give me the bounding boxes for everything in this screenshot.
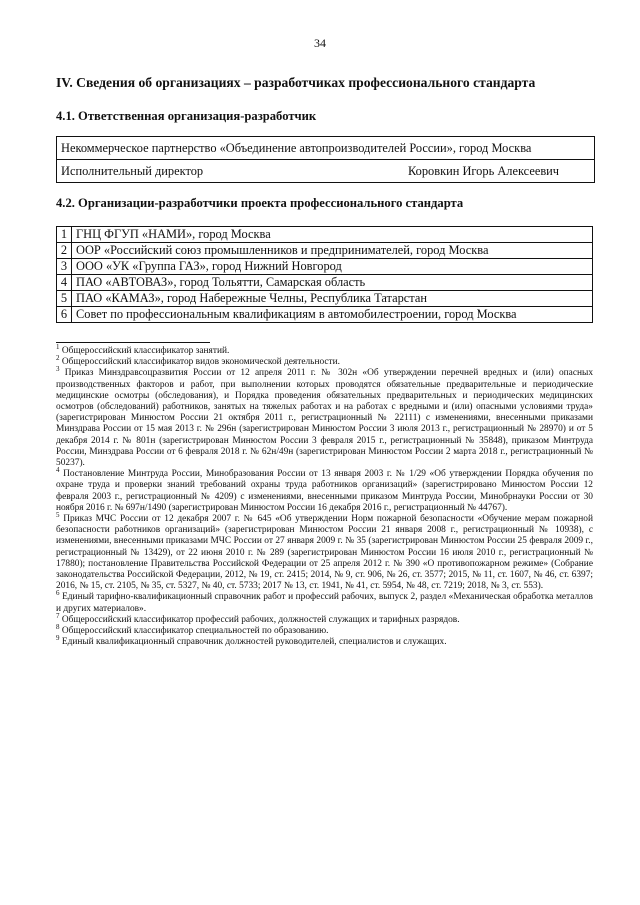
footnote [56,589,593,614]
row-number: 6 [57,307,72,323]
org-name: ООО «УК «Группа ГАЗ», город Нижний Новгород [72,259,593,275]
table-row [57,307,593,323]
footnote [56,342,593,357]
footnote-text: Постановление Минтруда России, Минобразования России от 13 января 2003 г. № 1/29 «Об утверждении Порядка обучения по охране труда и проверки знаний требований охраны труда работников организаций» (зарегистрировано Минюстом России 12 февраля 2003 г., регистрационный № 4209) с изменениями, внесенными приказом Минтруда России, Минобрнауки России от 30 ноября 2016 г. № 697н/1490 (зарегистрирован Минюстом России 16 декабря 2016 г., регистрационный № 44767). [56,469,594,513]
footnote [56,622,593,637]
row-number: 2 [57,243,72,259]
footnote [56,634,593,648]
row-number: 1 [57,227,72,243]
table-row [57,227,593,243]
footnote-marker: 4 [56,466,60,475]
responsible-org-name: Некоммерческое партнерство «Объединение автопроизводителей России», город Москва [61,141,532,155]
footnote-separator [56,342,210,343]
table-row [57,275,593,291]
footnote [56,466,594,514]
footnote-marker: 1 [56,342,60,351]
page-number: 34 [314,36,326,50]
footnote-text: Приказ Минздравсоцразвития России от 12 апреля 2011 г. № 302н «Об утверждении перечней вредных и (или) опасных производственных факторов и работ, при выполнении которых проводятся обязательные предварительные и периодические медицинские осмотры (обследования), и Порядка проведения обязательных предварительных и периодических медицинских осмотров (обследований) работников, занятых на тяжелых работах и на работах с вредными и (или) опасными условиями труда» (зарегистрирован Минюстом России 21 октября 2011 г., регистрационный № 22111) с изменениями, внесенными приказами Минздрава России от 15 мая 2013 г. № 296н (зарегистрирован Минюстом России 3 июля 2013 г., регистрационный № 28970) и от 5 декабря 2014 г. № 801н (зарегистрирован Минюстом России 3 февраля 2015 г., регистрационный № 35848), приказом Минтруда России, Минздрава России от 6 февраля 2018 г. № 62н/49н (зарегистрирован Минюстом России 2 марта 2018 г., регистрационный № 50237). [56,368,594,469]
footnote-marker: 8 [56,622,60,631]
row-number: 3 [57,259,72,275]
responsible-person-name: Коровкин Игорь Алексеевич [408,164,560,178]
footnote-text: Общероссийский классификатор специальностей по образованию. [61,626,329,637]
table-row [57,243,593,259]
footnote-text: Общероссийский классификатор профессий рабочих, должностей служащих и тарифных разрядов. [61,614,460,625]
footnote [56,611,593,626]
responsible-position: Исполнительный директор [61,164,204,178]
table-row [57,291,593,307]
footnote-marker: 7 [56,611,60,620]
org-name: ООР «Российский союз промышленников и предпринимателей, город Москва [72,243,593,259]
row-number: 4 [57,275,72,291]
responsible-org-box [56,136,595,183]
row-number: 5 [57,291,72,307]
org-name: ПАО «АВТОВАЗ», город Тольятти, Самарская область [72,275,593,291]
footnote-marker: 9 [56,634,60,643]
section-title: IV. Сведения об организациях – разработчиках профессионального стандарта [56,75,536,90]
responsible-org-heading: 4.1. Ответственная организация-разработчик [56,109,317,123]
footnote-marker: 2 [56,354,60,363]
table-row [57,259,593,275]
footnotes [56,342,594,648]
footnote-marker: 3 [56,365,60,374]
footnote [56,365,594,469]
org-name: ПАО «КАМАЗ», город Набережные Челны, Республика Татарстан [72,291,593,307]
responsible-org-row [57,137,594,159]
footnote-text: Общероссийский классификатор занятий. [61,346,230,356]
footnote [56,510,593,592]
developer-orgs-table [56,226,593,323]
footnote-marker: 5 [56,510,60,519]
footnote-text: Единый тарифно-квалификационный справочник работ и профессий рабочих, выпуск 2, раздел «Механическая обработка металлов и других материалов». [56,592,593,614]
footnote-text: Приказ МЧС России от 12 декабря 2007 г. № 645 «Об утверждении Норм пожарной безопасности «Обучение мерам пожарной безопасности работников организаций» (зарегистрирован Минюстом России 21 января 2008 г., регистрационный № 10938), с изменениями, внесенными приказами МЧС России от 27 января 2009 г. № 35 (зарегистрирован Минюстом России 25 февраля 2009 г., регистрационный № 13429), от 22 июня 2010 г. № 289 (зарегистрирован Минюстом России 16 июля 2010 г., регистрационный № 17880); постановление Правительства Российской Федерации от 25 апреля 2012 г. № 390 «О противопожарном режиме» (Собрание законодательства Российской Федерации, 2012, № 19, ст. 2415; 2014, № 9, ст. 906, № 26, ст. 3577; 2015, № 11, ст. 1607, № 46, ст. 6397; 2016, № 15, ст. 2105, № 35, ст. 5327, № 40, ст. 5733; 2017 № 13, ст. 1941, № 41, ст. 5954, № 48, ст. 7219; 2018, № 3, ст. 553). [56,514,593,592]
org-name: Совет по профессиональным квалификациям в автомобилестроении, город Москва [72,307,593,323]
responsible-person-row [57,159,594,182]
developer-orgs-heading: 4.2. Организации-разработчики проекта профессионального стандарта [56,196,464,210]
footnote-marker: 6 [56,589,60,598]
org-name: ГНЦ ФГУП «НАМИ», город Москва [72,227,593,243]
footnote-text: Единый квалификационный справочник должностей руководителей, специалистов и служащих. [61,637,447,648]
footnote-text: Общероссийский классификатор видов экономической деятельности. [61,357,341,368]
footnote [56,354,593,368]
